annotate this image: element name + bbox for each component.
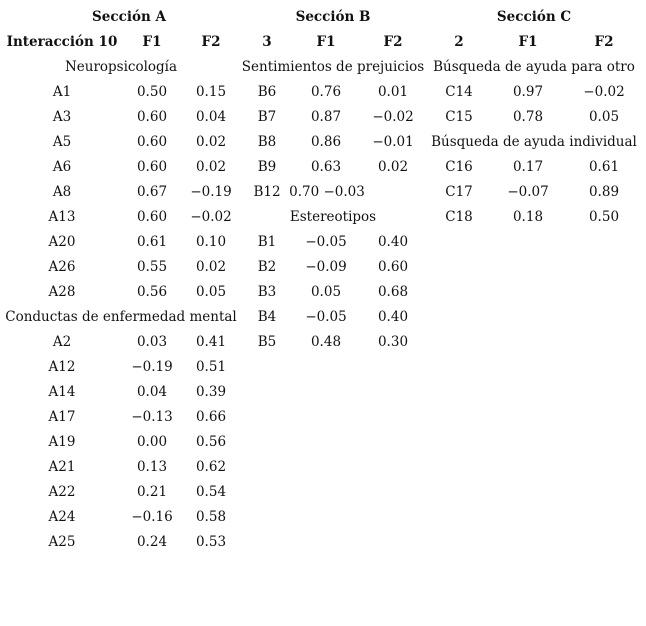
section-b-row-f1: 0.76 (310, 84, 342, 100)
section-c-row-item: C16 (445, 159, 473, 175)
section-a-row-f1: 0.13 (136, 459, 168, 475)
section-a-row-f1: 0.04 (136, 384, 168, 400)
section-a-group-label: Conductas de enfermedad mental (5, 309, 237, 325)
section-b-header-1: F1 (316, 34, 336, 50)
section-c-header-0: 2 (454, 34, 464, 50)
section-b-row-f1: 0.05 (310, 284, 342, 300)
section-a-row-item: A1 (52, 84, 72, 100)
section-c-group-label: Búsqueda de ayuda individual (431, 134, 637, 150)
section-a-row-f1: 0.56 (136, 284, 168, 300)
section-a-row-f1: 0.61 (136, 234, 168, 250)
section-a-group-label: Neuropsicología (64, 59, 178, 75)
section-b-row-f2: 0.68 (377, 284, 409, 300)
section-a-row-item: A3 (52, 109, 72, 125)
section-b-row-item: B8 (257, 134, 277, 150)
section-b-row-f2: 0.60 (377, 259, 409, 275)
section-b-row-item: B12 (253, 184, 281, 200)
section-b-row-f1: −0.05 (305, 309, 347, 325)
section-a-row-f1: 0.50 (136, 84, 168, 100)
section-c-header-1: F1 (518, 34, 538, 50)
section-a-row-f2: 0.51 (195, 359, 227, 375)
section-a-row-item: A19 (48, 434, 76, 450)
section-b-row-f2: 0.30 (377, 334, 409, 350)
section-a-row-f2: 0.54 (195, 484, 227, 500)
section-a-row-f2: −0.02 (190, 209, 232, 225)
section-a-row-f2: 0.56 (195, 434, 227, 450)
section-b-row-item: B5 (257, 334, 277, 350)
section-a-row-item: A2 (52, 334, 72, 350)
section-b-row-f1: 0.86 (310, 134, 342, 150)
section-a-row-f2: 0.04 (195, 109, 227, 125)
section-c-row-item: C15 (445, 109, 473, 125)
section-c-row-item: C18 (445, 209, 473, 225)
section-c-row-f2: −0.02 (583, 84, 625, 100)
section-c-row-f1: 0.78 (512, 109, 544, 125)
section-a-row-f1: 0.60 (136, 159, 168, 175)
section-a-row-f1: 0.60 (136, 134, 168, 150)
section-b-row-item: B7 (257, 109, 277, 125)
section-a-row-f1: −0.13 (131, 409, 173, 425)
section-a-row-item: A24 (48, 509, 76, 525)
section-a-row-f1: 0.03 (136, 334, 168, 350)
section-b-row-f2: 0.02 (377, 159, 409, 175)
section-b-group-label: Sentimientos de prejuicios (241, 59, 425, 75)
section-b-row-item: B1 (257, 234, 277, 250)
section-a-row-f2: 0.66 (195, 409, 227, 425)
section-b-row-f1: −0.09 (305, 259, 347, 275)
section-a-row-item: A22 (48, 484, 76, 500)
section-c-row-f1: 0.18 (512, 209, 544, 225)
section-a-row-item: A21 (48, 459, 76, 475)
section-a-row-item: A25 (48, 534, 76, 550)
section-a-row-f2: 0.10 (195, 234, 227, 250)
section-c-row-item: C14 (445, 84, 473, 100)
section-b-row-values: 0.70 −0.03 (289, 184, 365, 200)
section-c-row-f2: 0.89 (588, 184, 620, 200)
section-b-row-f2: −0.01 (372, 134, 414, 150)
section-b-row-f1: 0.48 (310, 334, 342, 350)
section-a-row-f1: 0.24 (136, 534, 168, 550)
section-a-row-item: A5 (52, 134, 72, 150)
section-a-row-item: A14 (48, 384, 76, 400)
section-c-row-f1: 0.97 (512, 84, 544, 100)
section-a-row-f2: 0.02 (195, 259, 227, 275)
section-a-row-item: A6 (52, 159, 72, 175)
section-a-header-0: Interacción 10 (6, 34, 118, 50)
section-b-row-item: B2 (257, 259, 277, 275)
section-a-row-f1: 0.67 (136, 184, 168, 200)
section-a-row-f2: 0.58 (195, 509, 227, 525)
section-b-title: Sección B (295, 9, 371, 25)
section-a-row-f2: 0.02 (195, 134, 227, 150)
section-a-row-f2: 0.05 (195, 284, 227, 300)
section-a-row-f2: −0.19 (190, 184, 232, 200)
section-b-row-item: B6 (257, 84, 277, 100)
section-a-row-item: A28 (48, 284, 76, 300)
section-b-group-label: Estereotipos (289, 209, 377, 225)
section-a-row-f1: 0.21 (136, 484, 168, 500)
section-c-row-f1: 0.17 (512, 159, 544, 175)
section-b-header-2: F2 (383, 34, 403, 50)
section-b-row-f2: 0.01 (377, 84, 409, 100)
section-a-row-f1: 0.60 (136, 109, 168, 125)
section-a-row-f1: −0.19 (131, 359, 173, 375)
section-a-row-f2: 0.62 (195, 459, 227, 475)
section-a-row-item: A20 (48, 234, 76, 250)
section-a-header-1: F1 (142, 34, 162, 50)
section-b-row-item: B3 (257, 284, 277, 300)
section-b-row-f1: 0.63 (310, 159, 342, 175)
section-b-row-item: B4 (257, 309, 277, 325)
section-c-row-f2: 0.61 (588, 159, 620, 175)
section-b-row-f1: 0.87 (310, 109, 342, 125)
section-a-row-item: A13 (48, 209, 76, 225)
section-a-row-f2: 0.15 (195, 84, 227, 100)
section-c-group-label: Búsqueda de ayuda para otro (433, 59, 635, 75)
section-a-row-item: A26 (48, 259, 76, 275)
section-c-row-f2: 0.05 (588, 109, 620, 125)
section-a-row-f1: 0.00 (136, 434, 168, 450)
section-a-row-f2: 0.53 (195, 534, 227, 550)
section-b-row-f2: 0.40 (377, 234, 409, 250)
section-a-row-f2: 0.41 (195, 334, 227, 350)
section-c-title: Sección C (496, 9, 572, 25)
section-a-row-f1: 0.55 (136, 259, 168, 275)
section-b-row-item: B9 (257, 159, 277, 175)
section-c-row-item: C17 (445, 184, 473, 200)
section-b-row-f1: −0.05 (305, 234, 347, 250)
section-a-row-f1: 0.60 (136, 209, 168, 225)
section-c-row-f2: 0.50 (588, 209, 620, 225)
section-b-row-f2: 0.40 (377, 309, 409, 325)
section-a-row-item: A8 (52, 184, 72, 200)
section-a-row-f1: −0.16 (131, 509, 173, 525)
section-a-header-2: F2 (201, 34, 221, 50)
section-a-row-f2: 0.39 (195, 384, 227, 400)
section-b-header-0: 3 (262, 34, 272, 50)
section-a-row-f2: 0.02 (195, 159, 227, 175)
section-c-header-2: F2 (594, 34, 614, 50)
section-b-row-f2: −0.02 (372, 109, 414, 125)
section-a-title: Sección A (92, 9, 166, 25)
section-c-row-f1: −0.07 (507, 184, 549, 200)
section-a-row-item: A17 (48, 409, 76, 425)
section-a-row-item: A12 (48, 359, 76, 375)
